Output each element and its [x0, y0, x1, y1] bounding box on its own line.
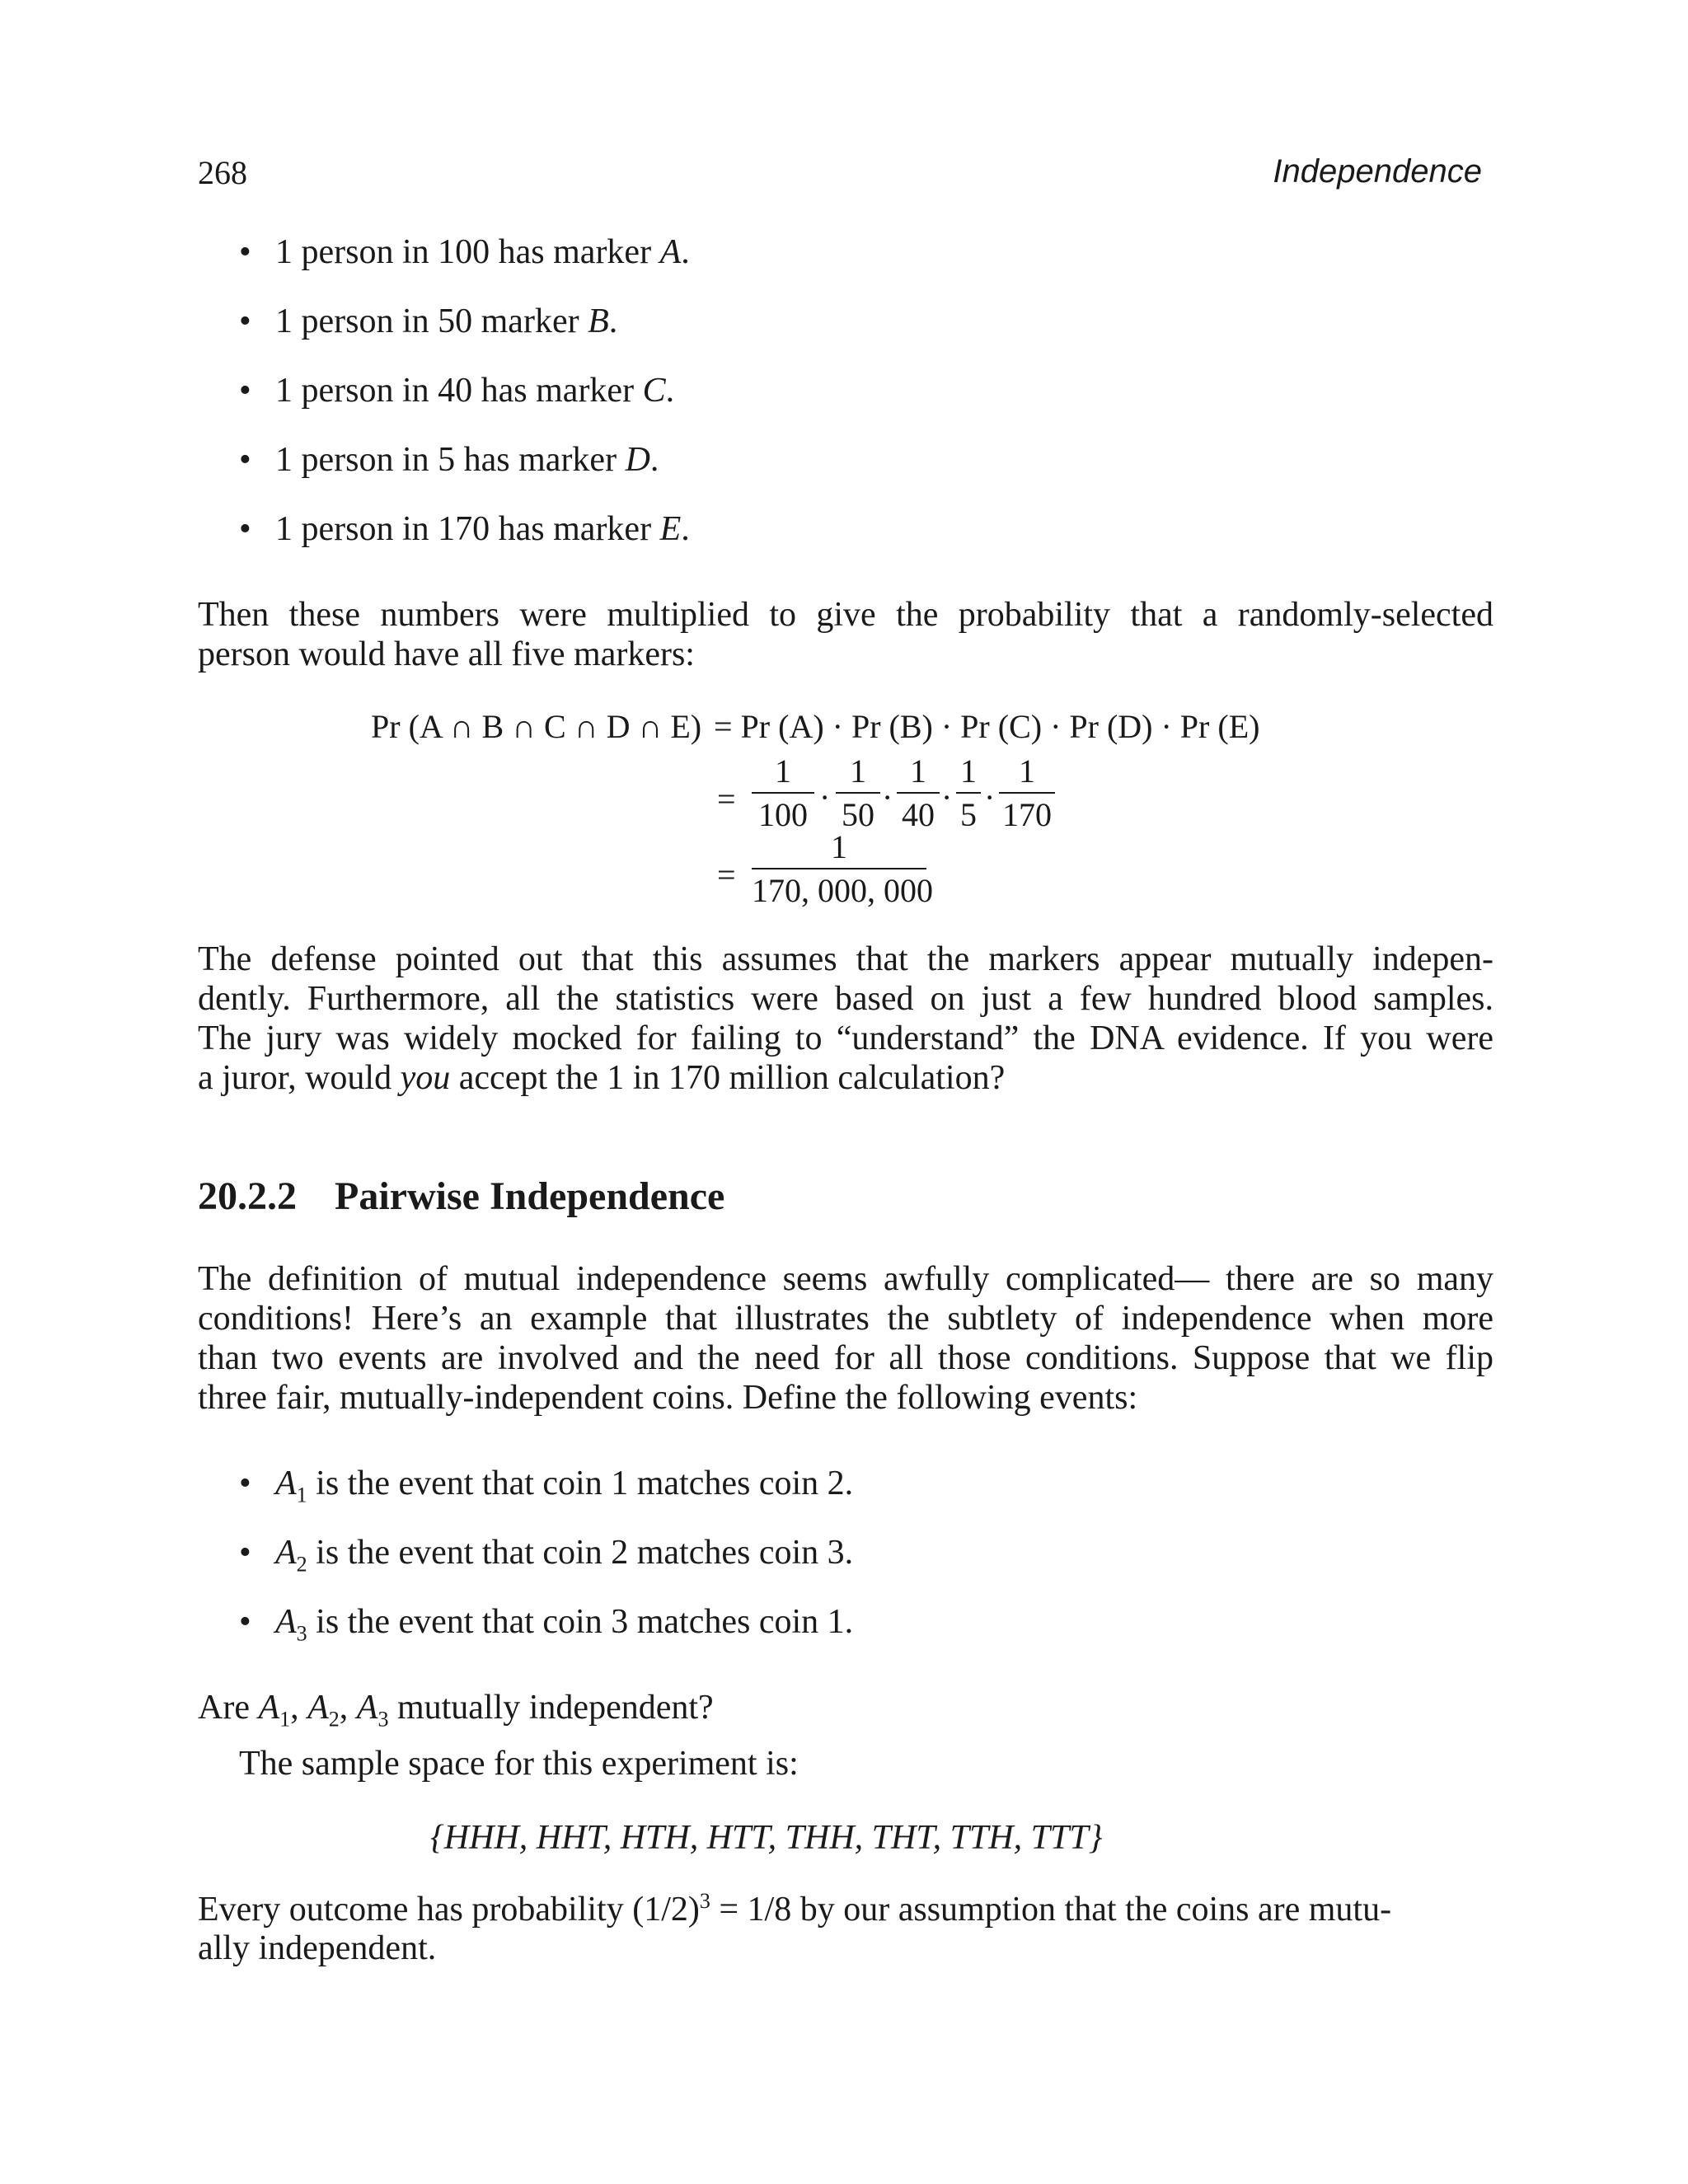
paragraph-line: The jury was widely mocked for failing to “understand” the DNA evidence. If you were — [198, 1019, 1493, 1057]
multiply-dot: · — [941, 779, 953, 816]
probability-expression: (1/2) — [632, 1891, 700, 1929]
fraction — [897, 752, 940, 834]
paragraph-line: dently. Furthermore, all the statistics were based on just a few hundred blood samples. — [198, 980, 1493, 1018]
bullet-icon: • — [239, 372, 251, 410]
paragraph-line: The defense pointed out that this assumes that the markers appear mutually indepen- — [198, 940, 1493, 978]
list-item-text: is the event that coin 1 matches coin 2. — [307, 1465, 854, 1502]
paragraph-line: The sample space for this experiment is: — [239, 1745, 799, 1783]
fraction-denominator: 50 — [842, 796, 874, 833]
paragraph-line: conditions! Here’s an example that illustrates the subtlety of independence when more — [198, 1300, 1493, 1338]
marker-variable: A — [659, 233, 682, 271]
emphasis: you — [400, 1059, 451, 1097]
multiply-dot: · — [984, 779, 996, 816]
fraction-denominator: 100 — [758, 796, 808, 833]
paragraph-line: three fair, mutually-independent coins. Define the following events: — [198, 1379, 1138, 1417]
question-line: Are $A_1$, $A_2$, $A_3$ mutually independent? — [198, 1689, 714, 1732]
fraction — [999, 752, 1055, 834]
page: 268 Independence • 1 person in 100 has marker A. • 1 person in 50 marker B. • 1 person in 40 has marker C. • 1 person in 5 has marker D. • 1 person in 170 has marker E. Then these numbers were multiplied to give the probability that a randomly-selected person would have all five markers: Pr (A ∩ B ∩ C ∩ D ∩ E) = Pr (A) · Pr (B) · Pr (C) · Pr (D) · Pr (E) = 1 100 · 1 50 · 1 40 · 1 5 · 1 170 = 1 170, 000, 000 The defense pointed out that this assumes that the markers appear mutually indepen- dently. Furthermore, all the statistics were based on just a few hundred blood samples. The jury was widely mocked for failing to “understand” the DNA evidence. If you were a juror, would you accept the 1 in 170 million calculation? 20.2.2 Pairwise Independence The definition of mutual independence seems awfully complicated— there are so many conditions! Here’s an example that illustrates the subtlety of independence when more than two events are involved and the need for all those conditions. Suppose that we flip three fair, mutually-independent coins. Define the following events: • $A_1$ is the event that coin 1 matches coin 2. • $A_2$ is the event that coin 2 matches coin 3. • $A_3$ is the event that coin 3 matches coin 1. Are $A_1$, $A_2$, $A_3$ mutually independent? The sample space for this experiment is: {HHH, HHT, HTH, HTT, THH, THT, TTH, TTT} Every outcome has probability $(1/2)^3 = 1/8$ by our assumption that the coins are mutu- ally independent. — [0, 0, 1688, 2184]
bullet-icon: • — [239, 441, 251, 479]
list-item-text: 1 person in 100 has marker — [275, 233, 660, 271]
paragraph-line: than two events are involved and the need for all those conditions. Suppose that we flip — [198, 1339, 1493, 1377]
list-item-text: is the event that coin 3 matches coin 1. — [307, 1603, 854, 1641]
paragraph-line: Every outcome has probability $(1/2)^3 = 1/8$ by our assumption that the coins are mutu- — [198, 1889, 1392, 1929]
list-item-text: 1 person in 170 has marker — [275, 510, 660, 548]
event-variable: A — [275, 1603, 297, 1641]
marker-variable: B — [588, 302, 609, 340]
bullet-icon: • — [239, 302, 251, 340]
fraction-denominator: 5 — [960, 796, 977, 833]
fraction-denominator: 170, 000, 000 — [752, 872, 933, 909]
paragraph-line: The definition of mutual independence seems awfully complicated— there are so many — [198, 1260, 1493, 1298]
equals-sign: = — [717, 856, 736, 893]
bullet-icon: • — [239, 1534, 251, 1572]
marker-variable: C — [642, 372, 666, 410]
equation-rhs: = Pr (A) · Pr (B) · Pr (C) · Pr (D) · Pr (E) — [714, 708, 1260, 745]
marker-variable: D — [625, 441, 650, 479]
fraction — [752, 827, 933, 910]
section-heading — [198, 1174, 724, 1219]
list-item-text: is the event that coin 2 matches coin 3. — [307, 1534, 854, 1572]
event-variable: A — [275, 1465, 297, 1502]
fraction — [752, 752, 814, 834]
paragraph-line: a juror, would you accept the 1 in 170 million calculation? — [198, 1059, 1006, 1097]
equals-sign: = — [717, 780, 736, 818]
marker-variable: E — [659, 510, 682, 548]
equation-lhs: Pr (A ∩ B ∩ C ∩ D ∩ E) — [371, 708, 702, 745]
fraction-denominator: 40 — [902, 796, 935, 833]
multiply-dot: · — [882, 779, 893, 816]
section-number: 20.2.2 — [198, 1174, 297, 1218]
paragraph-line: Then these numbers were multiplied to give the probability that a randomly-selected — [198, 596, 1493, 634]
fraction — [956, 752, 981, 834]
list-item-text: 1 person in 5 has marker — [275, 441, 626, 479]
section-title: Pairwise Independence — [335, 1174, 725, 1218]
page-number: 268 — [198, 154, 247, 191]
paragraph-line: person would have all five markers: — [198, 635, 695, 673]
bullet-icon: • — [239, 233, 251, 271]
fraction-numerator: 1 — [910, 752, 926, 790]
fraction-numerator: 1 — [775, 752, 791, 790]
fraction-numerator: 1 — [960, 752, 977, 790]
chapter-title: Independence — [1273, 153, 1482, 190]
fraction-numerator: 1 — [850, 752, 866, 790]
multiply-dot: · — [819, 779, 831, 816]
bullet-icon: • — [239, 1603, 251, 1641]
fraction-denominator: 170 — [1002, 796, 1052, 833]
fraction-numerator: 1 — [831, 828, 847, 865]
bullet-icon: • — [239, 1465, 251, 1502]
bullet-icon: • — [239, 510, 251, 548]
list-item-text: 1 person in 50 marker — [275, 302, 588, 340]
paragraph-line: ally independent. — [198, 1929, 437, 1967]
event-variable: A — [275, 1534, 297, 1572]
fraction — [836, 752, 880, 834]
fraction-numerator: 1 — [1019, 752, 1035, 790]
list-item-text: 1 person in 40 has marker — [275, 372, 643, 410]
sample-space-set: {HHH, HHT, HTH, HTT, THH, THT, TTH, TTT} — [430, 1819, 1103, 1857]
